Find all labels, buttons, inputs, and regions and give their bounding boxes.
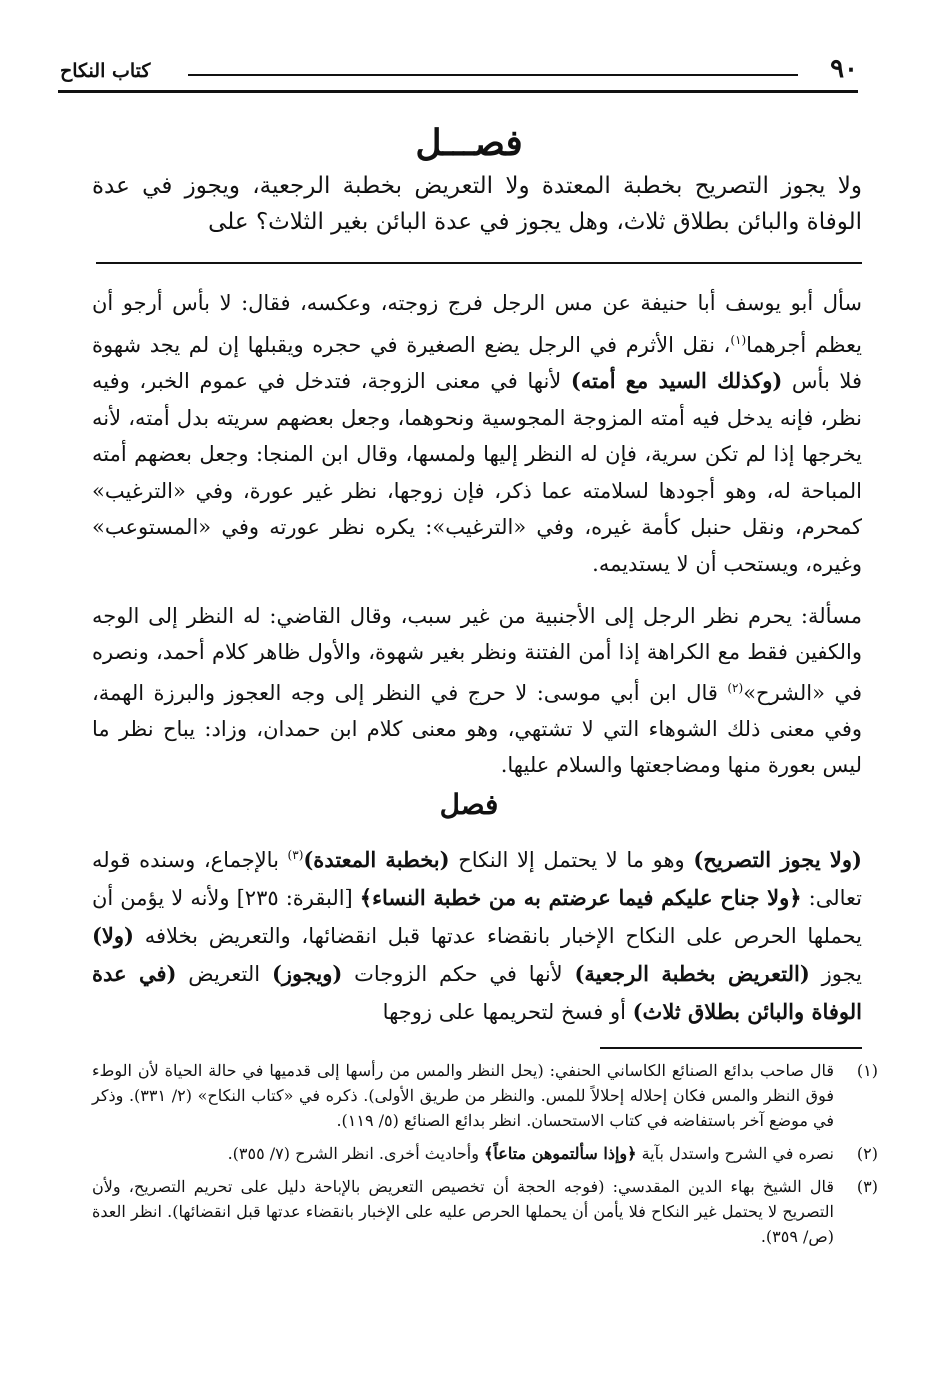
- bold-quote: (وكذلك السيد مع أمته): [570, 368, 783, 393]
- footnote-ref-1: (١): [730, 332, 747, 347]
- footnote-ref-3: (٣): [287, 848, 304, 862]
- footnotes: [92, 1058, 878, 1257]
- commentary-paragraph-3: (ولا يجوز التصريح) وهو ما لا يحتمل إلا النكاح (بخطبة المعتدة)$^{(٣)}$ بالإجماع، وسنده قوله تعالى: ﴿ولا جناح عليكم فيما عرضتم به من خطبة النساء﴾ [البقرة: ٢٣٥] ولأنه لا يؤمن أن يحملها الحرص على النكاح الإخبار بانقضاء عدتها قبل انقضائها، والتعريض بخلافه (ولا) يجوز (التعريض بخطبة الرجعية) لأنها في حكم الزوجات (ويجوز) التعريض (في عدة الوفاة والبائن بطلاق ثلاث) أو فسخ لتحريمها على زوجها: [92, 847, 862, 1024]
- footnote-ref-2: (٢): [727, 681, 744, 695]
- quran-verse: ﴿ولا جناح عليكم فيما عرضتم به من خطبة النساء﴾: [359, 885, 802, 910]
- footnote-1: [92, 1058, 878, 1133]
- footnote-3: [92, 1174, 878, 1249]
- header-dash: [188, 74, 798, 76]
- footnote-2: [92, 1141, 878, 1166]
- footnote-number: (١): [856, 1061, 878, 1080]
- page-number: ٩٠: [830, 54, 858, 84]
- footnote-text: نصره في الشرح واستدل بآية ﴿وإذا سألتموهن متاعاً﴾ وأحاديث أخرى. انظر الشرح (٧/ ٣٥٥).: [227, 1144, 834, 1163]
- commentary-paragraph-2: مسألة: يحرم نظر الرجل إلى الأجنبية من غير سبب، وقال القاضي: له النظر إلى الوجه والكفين فقط مع الكراهة إذا أمن الفتنة ونظر بغير شهوة، والأول ظاهر كلام أحمد، ونصره في «الشرح»$^{(٢)}$ قال ابن أبي موسى: لا حرج في النظر إلى وجه العجوز والبرزة الهمة، وفي معنى ذلك الشوهاء التي لا تشتهي، وهو معنى كلام ابن حمدان، وزاد: يباح نظر ما ليس بعورة منها ومضاجعتها والسلام عليها.: [92, 604, 862, 777]
- footnote-separator: [600, 1047, 862, 1049]
- footnote-text: قال صاحب بدائع الصنائع الكاساني الحنفي: (يحل النظر والمس من رأسها إلى قدميها في حالة الحياة لأن الوطء فوق النظر والمس فكان إحلاله إحلالاً للمس. والنظر من طريق الأولى). ذكره في «كتاب النكاح» (٢/ ٣٣١). وذكر في موضع آخر باستفاضه في كتاب الاستحسان. انظر بدائع الصنائع (٥/ ١١٩).: [92, 1061, 835, 1130]
- commentary-paragraph-1: سأل أبو يوسف أبا حنيفة عن مس الرجل فرج زوجته، وعكسه، فقال: لا بأس أرجو أن يعظم أجرهما$^{(١)}$، نقل الأثرم في الرجل يضع الصغيرة في حجره ويقبلها إن لم يجد شهوة فلا بأس (وكذلك السيد مع أمته) لأنها في معنى الزوجة، فتدخل في عموم الخبر، وفيه نظر، فإنه يدخل فيه أمته المزوجة المجوسية ونحوهما، وجعل بعضهم سريته بدل أمته، لأنه يخرجها إذا لم تكن سرية، فإن له النظر إليها ولمسها، وقال ابن المنجا: وجعل بعضهم أمته المباحة له، وهو أجودها لسلامته عما ذكر، فإن زوجها، نظر غير عورة، وفي «الترغيب» كمحرم، ونقل حنبل كأمة غيره، وفي «الترغيب»: يكره نظر عورته وفي «المستوعب» وغيره، ويستحب أن لا يستديمه.: [92, 291, 862, 576]
- footnote-number: (٢): [856, 1144, 878, 1163]
- subsection-title: فصل: [439, 788, 499, 821]
- matn-separator: [96, 262, 862, 264]
- running-title: كتاب النكاح: [60, 60, 151, 82]
- page-header: [58, 52, 858, 96]
- header-rule: [58, 90, 858, 93]
- footnote-text: قال الشيخ بهاء الدين المقدسي: (فوجه الحجة أن تخصيص التعريض بالإباحة دليل على تحريم التصريح، ولأن التصريح لا يحتمل غير النكاح فلا يأمن أن يحملها الحرص عليه على الإخبار بانقضاء عدتها قبل انقضائها). انظر العدة (ص/ ٣٥٩).: [92, 1177, 835, 1246]
- footnote-number: (٣): [856, 1177, 878, 1196]
- matn-text: ولا يجوز التصريح بخطبة المعتدة ولا التعريض بخطبة الرجعية، ويجوز في عدة الوفاة والبائن بطلاق ثلاث، وهل يجوز في عدة البائن بغير الثلاث؟ على: [92, 173, 862, 235]
- section-title: فصـــل: [415, 122, 523, 164]
